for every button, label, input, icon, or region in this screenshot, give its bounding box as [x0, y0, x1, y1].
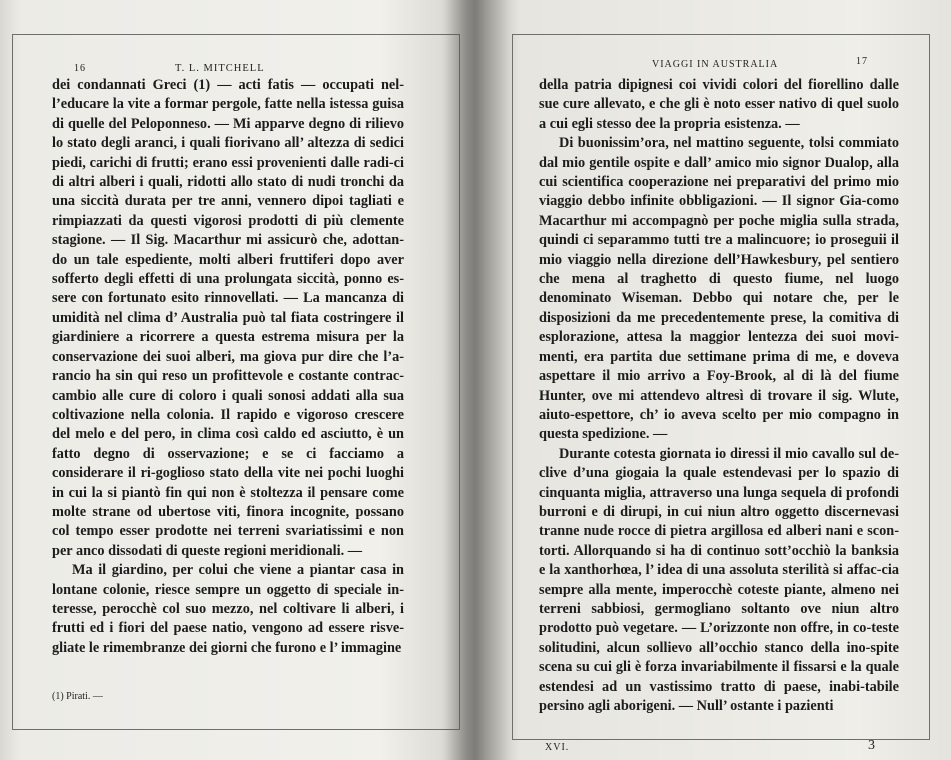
footnote: (1) Pirati. —: [52, 691, 103, 702]
running-head: T. L. MITCHELL: [175, 63, 265, 74]
body-text: [539, 76, 899, 716]
paragraph: Durante cotesta giornata io diressi il mio cavallo sul de-clive d’una giogaia la quale estendevasi per lo spazio di cinquanta miglia, attraverso una lunga sequela di profondi burroni e di dirupi, in cui niun altro oggetto discernevasi tranne nude rocce di pietra argillosa ed alberi nani e scon-torti. Allorquando si ha di continuo sott’occhiò la banksia e la xanthorhœa, l’ idea di una assoluta sterilità si affac-cia sempre alla mente, imperocchè coteste piante, almeno nei terreni sabbiosi, germogliano soltanto ove niun altro prodotto può vegetare. — L’orizzonte non offre, in co-teste solitudini, alcun sollievo all’occhio stanco della ino-spite scena su cui gli è forza invariabilmente il fissarsi e la quale estendesi ad un vastissimo tratto di paese, inabi-tabile persino agli aborigeni. — Null’ ostante i pazienti: [539, 445, 899, 714]
paragraph: Di buonissim’ora, nel mattino seguente, tolsi commiato dal mio gentile ospite e dall’ amico mio signor Dualop, alla cui scientifica cooperazione nei preparativi del primo mio viaggio debbo infinite obbligazioni. — Il signor Gia-como Macarthur mi accompagnò per poche miglia sulla strada, quindi ci separammo tutti tre a malincuore; io proseguii il mio viaggio nella direzione dell’Hawkesbury, pel sentiero che mena al traghetto di questo fiume, nel luogo denominato Wiseman. Debbo qui notare che, per le disposizioni da me precedentemente prese, la comitiva di esplorazione, attesa la maggior lentezza dei suoi movi-menti, era partita due settimane prima di me, e doveva aspettare il mio arrivo a Foy-Brook, al di là del fiume Hunter, ove mi attendevo altresì di trovare il sig. Wlute, aiuto-espettore, ch’ io aveva scelto per mio compagno in questa spedizione. —: [539, 135, 899, 443]
running-head: VIAGGI IN AUSTRALIA: [652, 59, 779, 70]
left-page: [0, 0, 470, 760]
page-number: 16: [74, 63, 86, 74]
page-number: 17: [856, 56, 868, 67]
paragraph: dei condannati Greci (1) — acti fatis — occupati nel-l’educare la vite a formar pergole, fatte nella istessa guisa di quelle del Peloponneso. — Mi apparve degno di rilievo lo stato degli aranci, i quali fiorivano all’ altezza di sedici piedi, carichi di frutti; erano essi provenienti dalle radi-ci di altri alberi i quali, ridotti allo stato di nudi tronchi da una siccità durata per tre anni, vennero dipoi tagliati e rimpiazzati da questi vigorosi prodotti di più clemente stagione. — Il Sig. Macarthur mi assicurò che, adottan-do un tale espediente, molti alberi fruttiferi dopo aver sofferto degli effetti di una prolungata siccità, ponno es-sere con fortunato esito rinnovellati. — La mancanza di umidità nel clima d’ Australia può tal fiata costringere il giardiniere a ricorrere a questa estrema misura per la conservazione dei suoi alberi, ma giova pur dire che l’a-rancio ha sin qui reso un profittevole e costante contrac-cambio alle cure di coloro i quali sonosi addati alla sua coltivazione nella colonia. Il rapido e vigoroso crescere del melo e del pero, in clima così caldo ed asciutto, è un fatto degno di osservazione; e se ci facciamo a considerare il ri-goglioso stato della vite nei pochi luoghi in cui la si piantò fin qui non è stoltezza il pensare come molte strane od ubertose viti, finora incognite, possano col tempo esser prodotte nei terreni svariatissimi e non per anco dissodati di queste regioni meridionali. —: [52, 77, 404, 559]
gathering-number: 3: [868, 738, 875, 753]
printer-signature: XVI.: [545, 742, 570, 753]
paragraph: della patria dipignesi coi vividi colori del fiorellino dalle sue cure allevato, e che gli è noto esser nativo di quel suolo a cui egli stesso dee la propria esistenza. —: [539, 77, 899, 132]
body-text: [52, 76, 404, 658]
right-page: [478, 0, 951, 760]
paragraph: Ma il giardino, per colui che viene a piantar casa in lontane colonie, riesce sempre un oggetto di speciale in-teresse, perocchè col suo mezzo, nel coltivare li alberi, i frutti ed i fiori del paese natio, vengono ad essere risve-gliate le rimembranze dei giorni che furono e l’ immagine: [52, 562, 404, 656]
